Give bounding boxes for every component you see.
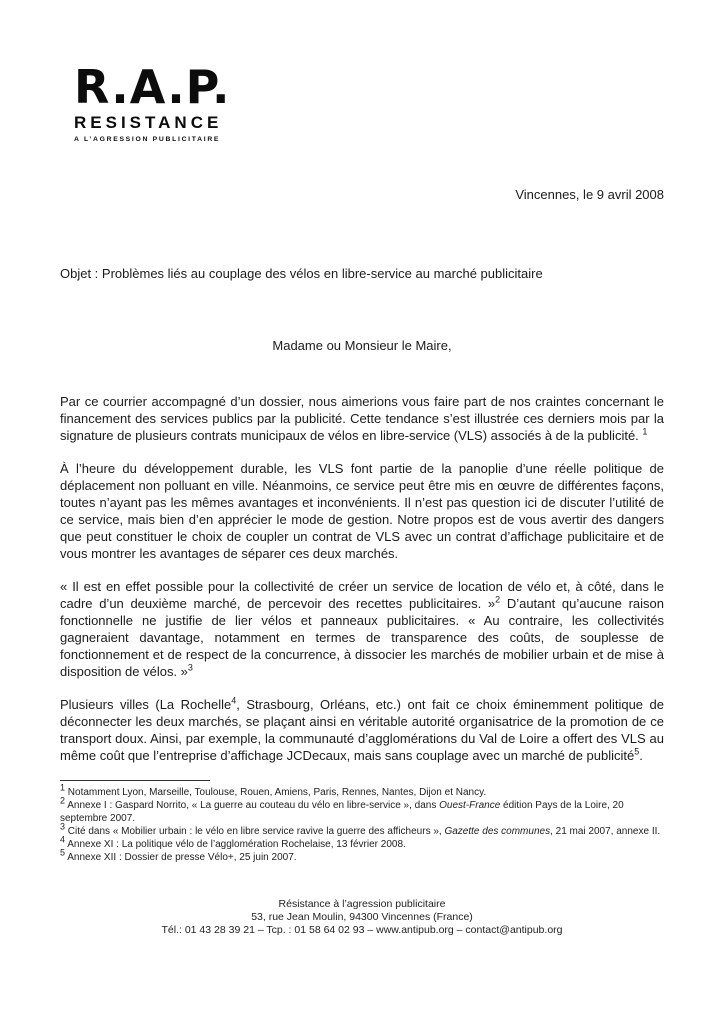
footer-address: 53, rue Jean Moulin, 94300 Vincennes (France)	[251, 911, 473, 923]
footnote-2-text-1: Annexe I : Gaspard Norrito, « La guerre au couteau du vélo en libre-service », dans	[65, 800, 440, 811]
footnote-2-source: Ouest-France	[439, 800, 501, 811]
paragraph-1	[60, 393, 664, 444]
footnote-4	[60, 834, 664, 851]
footer-org-name: Résistance à l’agression publicitaire	[278, 898, 446, 910]
logo-resistance-text: RESISTANCE	[74, 113, 223, 132]
paragraph-1-text: Par ce courrier accompagné d’un dossier, nous aimerions vous faire part de nos craintes concernant le financement des services publics par la publicité. Cette tendance s’est illustrée ces derniers mois par la signature de plusieurs contrats municipaux de vélos en libre-service (VLS) associés à de la publicité.	[60, 394, 664, 443]
paragraph-4-text-2: , Strasbourg, Orléans, etc.) ont fait ce choix éminemment politique de déconnecter les deux marchés, se plaçant ainsi en véritable autorité organisatrice de la promotion de ce transport doux. Ainsi, par exemple, la communauté d’agglomérations du Val de Loire a offert des VLS au même coût que l’entreprise d’affichage JCDecaux, mais sans couplage avec un marché de publicité	[60, 697, 664, 763]
footnote-2-text-2: édition Pays de la Loire, 20 septembre 2007.	[60, 800, 624, 824]
footnote-1-text: Notamment Lyon, Marseille, Toulouse, Rouen, Amiens, Paris, Rennes, Nantes, Dijon et Nancy.	[65, 787, 487, 798]
dateline: Vincennes, le 9 avril 2008	[515, 187, 664, 202]
footnote-ref-1: 1	[642, 426, 648, 437]
paragraph-4-text-3: .	[639, 748, 643, 763]
footnote-ref-3: 3	[187, 662, 193, 673]
footnote-3-marker: 3	[60, 821, 66, 832]
footnote-2	[60, 795, 664, 825]
footnote-ref-2: 2	[495, 594, 501, 605]
footer-contact: Tél.: 01 43 28 39 21 – Tcp. : 01 58 64 02 93 – www.antipub.org – contact@antipub.org	[161, 924, 563, 936]
paragraph-2-text: À l’heure du développement durable, les VLS font partie de la panoplie d’une réelle politique de déplacement non polluant en ville. Néanmoins, ce service peut être mis en œuvre de différentes façons, toutes n’ayant pas les mêmes avantages et inconvénients. Il n’est pas question ici de discuter l’utilité de ce service, mais bien d’en apprécier le mode de gestion. Notre propos est de vous avertir des dangers que peut constituer le choix de coupler un contrat de VLS avec un contrat d’affichage publicitaire et de vous montrer les avantages de séparer ces deux marchés.	[60, 461, 664, 561]
footnote-5-marker: 5	[60, 847, 66, 858]
logo-acronym: R.A.P.	[74, 60, 231, 114]
footnote-4-marker: 4	[60, 834, 66, 845]
footnote-3	[60, 821, 664, 838]
footnotes-section	[60, 780, 664, 864]
paragraph-3	[60, 578, 664, 680]
paragraph-4	[60, 696, 664, 764]
footnote-1-marker: 1	[60, 782, 66, 793]
footnote-5-text: Annexe XII : Dossier de presse Vélo+, 25 juin 2007.	[65, 852, 297, 863]
footnote-3-text-2: , 21 mai 2007, annexe II.	[550, 826, 661, 837]
footnote-3-source: Gazette des communes	[444, 826, 551, 837]
paragraph-3-text-2: D’autant qu’aucune raison fonctionnelle ne justifie de lier vélos et panneaux publicitaires. « Au contraire, les collectivités gagneraient davantage, notamment en termes de transparence des coûts, de souplesse de fonctionnement et de respect de la concurrence, à dissocier les marchés de mobilier urbain et de mise à disposition de vélos. »	[60, 596, 664, 679]
footnote-ref-5: 5	[634, 746, 640, 757]
paragraph-4-text-1: Plusieurs villes (La Rochelle	[60, 697, 232, 712]
letter-footer	[60, 898, 664, 937]
salutation: Madame ou Monsieur le Maire,	[272, 338, 452, 353]
subject-line: Objet : Problèmes liés au couplage des vélos en libre-service au marché publicitaire	[60, 266, 543, 281]
footnote-2-marker: 2	[60, 795, 66, 806]
footnote-5	[60, 847, 664, 864]
footnote-separator	[60, 780, 210, 781]
footnote-3-text-1: Cité dans « Mobilier urbain : le vélo en libre service ravive la guerre des afficheurs »,	[65, 826, 445, 837]
rap-logo	[74, 60, 664, 143]
logo-tagline: A L’AGRESSION PUBLICITAIRE	[74, 136, 221, 143]
paragraph-3-text-1: « Il est en effet possible pour la collectivité de créer un service de location de vélo et, à côté, dans le cadre d’un deuxième marché, de percevoir des recettes publicitaires. »	[60, 579, 664, 611]
letter-body	[60, 393, 664, 764]
footnote-1	[60, 782, 664, 799]
footnote-4-text: Annexe XI : La politique vélo de l’agglomération Rochelaise, 13 février 2008.	[65, 839, 406, 850]
paragraph-2	[60, 460, 664, 562]
footnote-ref-4: 4	[231, 695, 237, 706]
